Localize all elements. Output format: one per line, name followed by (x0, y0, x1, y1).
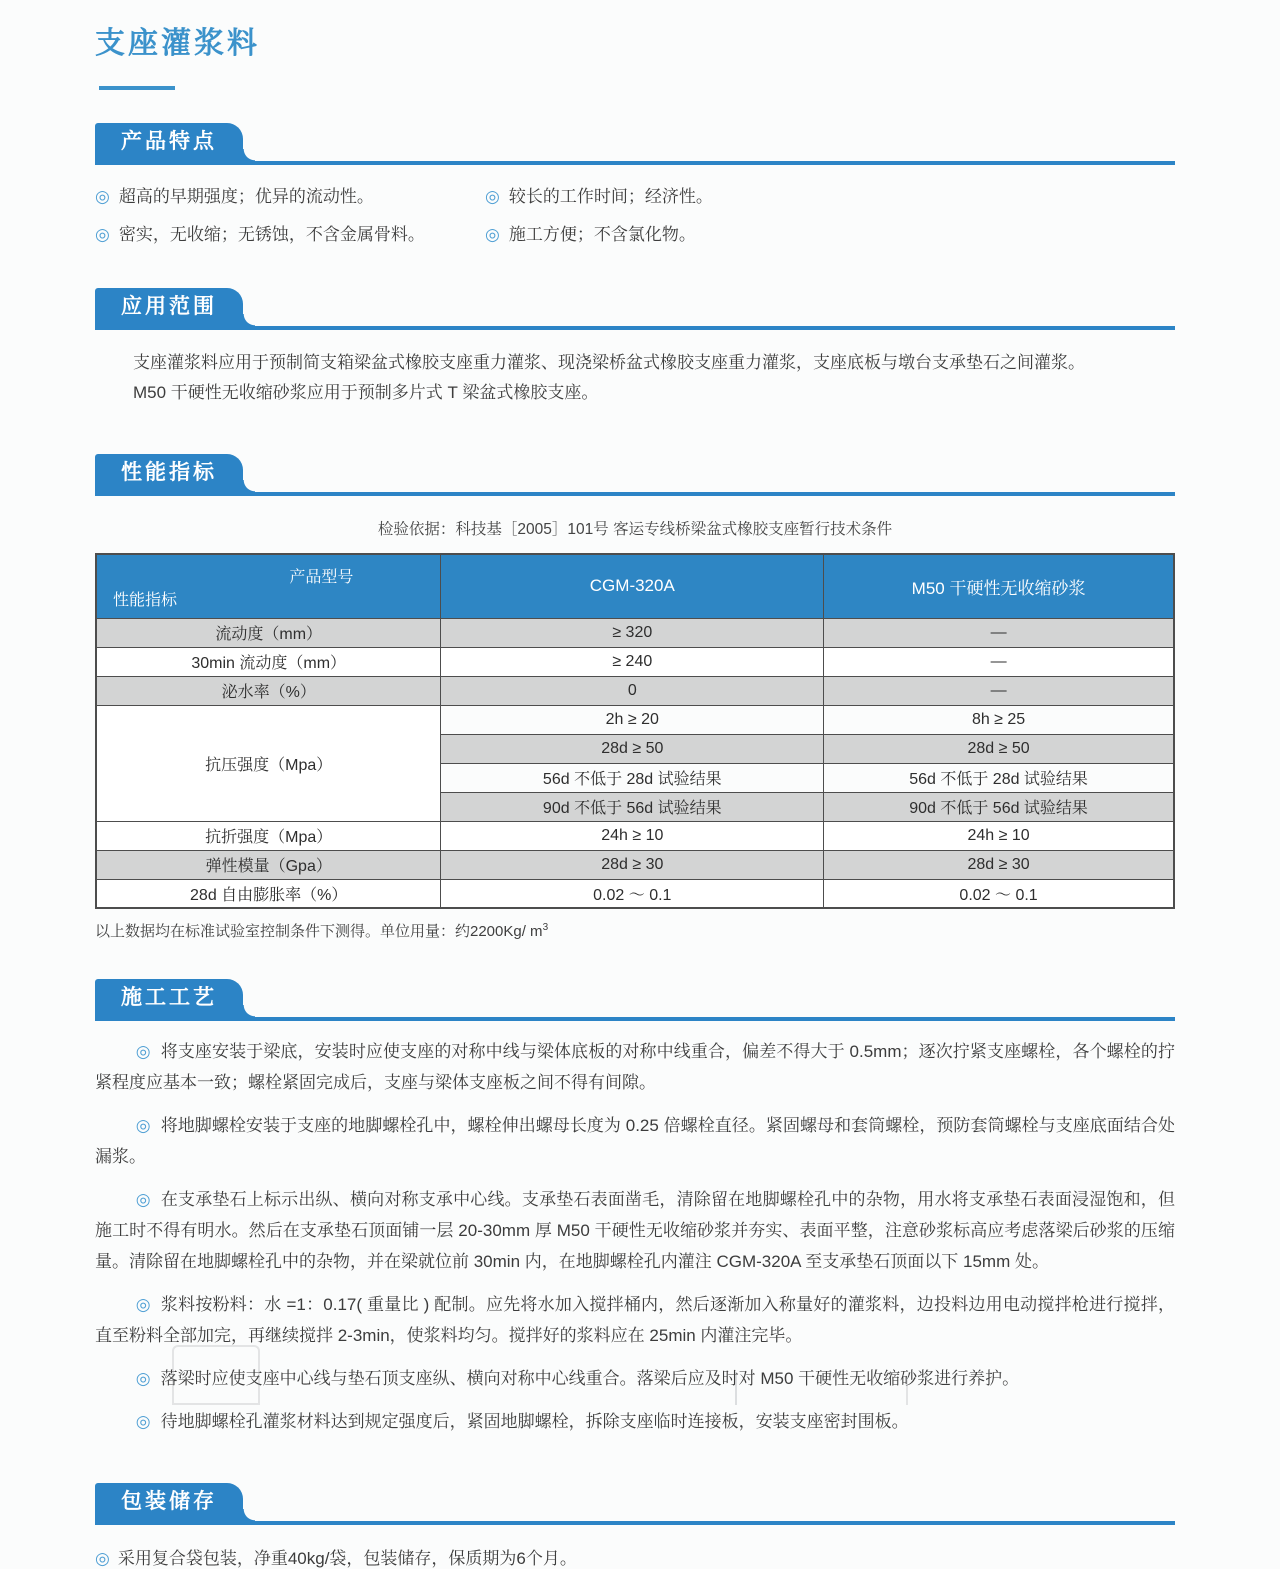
footnote-superscript: 3 (542, 922, 549, 933)
table-row (96, 821, 1174, 850)
table-row (96, 879, 1174, 908)
paragraph-text: 将地脚螺栓安装于支座的地脚螺栓孔中，螺栓伸出螺母长度为 0.25 倍螺栓直径。紧固螺母和套筒螺栓，预防套筒螺栓与支座底面结合处漏浆。 (95, 1116, 1175, 1166)
cell-value: 24h ≥ 10 (441, 821, 824, 850)
paragraph-text: 待地脚螺栓孔灌浆材料达到规定强度后，紧固地脚螺栓，拆除支座临时连接板，安装支座密封围板。 (160, 1412, 909, 1431)
section-tab-performance: 性能指标 (95, 454, 243, 492)
paragraph: M50 干硬性无收缩砂浆应用于预制多片式 T 梁盆式橡胶支座。 (133, 383, 599, 402)
section-header-packaging (95, 1483, 1175, 1525)
ghost-artifact (906, 1378, 908, 1405)
row-label: 抗折强度（Mpa） (96, 821, 441, 850)
feature-text: 密实，无收缩；无锈蚀，不含金属骨料。 (118, 225, 425, 244)
paragraph-text: 浆料按粉料：水 =1：0.17( 重量比 ) 配制。应先将水加入搅拌桶内，然后逐渐加入称量好的灌浆料，边投料边用电动搅拌枪进行搅拌，直至粉料全部加完，再继续搅拌 2-3min，使浆料均匀。搅拌好的浆料应在 25min 内灌注完毕。 (95, 1295, 1175, 1345)
row-label: 泌水率（%） (96, 676, 441, 705)
cell-value: ≥ 240 (441, 647, 824, 676)
feature-text: 超高的早期强度；优异的流动性。 (118, 187, 374, 206)
corner-label-product-model: 产品型号 (289, 569, 354, 586)
table-row (96, 850, 1174, 879)
table-footnote (95, 920, 1175, 941)
performance-table (95, 553, 1175, 909)
row-label: 30min 流动度（mm） (96, 647, 441, 676)
cell-value: 28d ≥ 50 (824, 734, 1174, 763)
cell-value: 2h ≥ 20 (441, 705, 824, 734)
cell-value: 28d ≥ 30 (824, 850, 1174, 879)
paragraph (95, 1036, 1175, 1098)
ghost-artifact (735, 1372, 737, 1405)
inspection-basis-note: 检验依据：科技基［2005］101号 客运专线桥梁盆式橡胶支座暂行技术条件 (377, 521, 893, 538)
bullseye-bullet-icon (136, 1116, 151, 1135)
paragraph (95, 1110, 1175, 1172)
list-item (485, 220, 1175, 245)
section-header-performance (95, 454, 1175, 496)
table-row (96, 618, 1174, 647)
paragraph-text: 将支座安装于梁底，安装时应使支座的对称中线与梁体底板的对称中线重合，偏差不得大于 0.5mm；逐次拧紧支座螺栓，各个螺栓的拧紧程度应基本一致；螺栓紧固完成后，支座与梁体支座板之间不得有间隙。 (95, 1042, 1175, 1092)
bullseye-bullet-icon (136, 1295, 151, 1314)
cell-value: 0.02 ～ 0.1 (824, 879, 1174, 908)
section-header-features (95, 123, 1175, 165)
cell-value: 56d 不低于 28d 试验结果 (824, 763, 1174, 792)
corner-label-performance-index: 性能指标 (113, 591, 178, 609)
column-header-cgm320a: CGM-320A (441, 554, 824, 618)
bullseye-bullet-icon (95, 225, 110, 245)
row-label: 流动度（mm） (96, 618, 441, 647)
cell-value: 24h ≥ 10 (824, 821, 1174, 850)
bullseye-bullet-icon (136, 1190, 151, 1209)
cell-value: — (824, 647, 1174, 676)
row-label: 弹性模量（Gpa） (96, 850, 441, 879)
bullseye-bullet-icon (95, 187, 110, 207)
bullseye-bullet-icon (136, 1412, 151, 1431)
table-row (96, 647, 1174, 676)
paragraph: 支座灌浆料应用于预制简支箱梁盆式橡胶支座重力灌浆、现浇梁桥盆式橡胶支座重力灌浆，支座底板与墩台支承垫石之间灌浆。 (133, 353, 1085, 372)
diagonal-corner-cell (96, 554, 441, 618)
cell-value: 90d 不低于 56d 试验结果 (441, 792, 824, 821)
row-label-compressive-strength: 抗压强度（Mpa） (96, 705, 441, 821)
section-header-construction (95, 979, 1175, 1021)
page-title: 支座灌浆料 (95, 27, 260, 60)
cell-value: 56d 不低于 28d 试验结果 (441, 763, 824, 792)
cell-value: ≥ 320 (441, 618, 824, 647)
section-tab-packaging: 包装储存 (95, 1483, 243, 1521)
title-underline (99, 86, 175, 90)
list-item (95, 220, 485, 245)
list-item (95, 182, 485, 207)
section-header-applications (95, 288, 1175, 330)
paragraph (95, 1289, 1175, 1351)
section-tab-applications: 应用范围 (95, 288, 243, 326)
packaging-text: 采用复合袋包装，净重40kg/袋，包装储存，保质期为6个月。 (117, 1549, 577, 1568)
cell-value: 8h ≥ 25 (824, 705, 1174, 734)
cell-value: 28d ≥ 30 (441, 850, 824, 879)
bullseye-bullet-icon (485, 187, 500, 207)
applications-body (95, 348, 1175, 408)
cell-value: — (824, 618, 1174, 647)
feature-text: 施工方便；不含氯化物。 (508, 225, 696, 244)
bullseye-bullet-icon (95, 1549, 110, 1569)
feature-text: 较长的工作时间；经济性。 (508, 187, 713, 206)
cell-value: 90d 不低于 56d 试验结果 (824, 792, 1174, 821)
footnote-text: 以上数据均在标准试验室控制条件下测得。单位用量：约2200Kg/ m (95, 923, 543, 940)
table-row (96, 705, 1174, 734)
paragraph-text: 在支承垫石上标示出纵、横向对称支承中心线。支承垫石表面凿毛，清除留在地脚螺栓孔中的杂物，用水将支承垫石表面浸湿饱和，但施工时不得有明水。然后在支承垫石顶面铺一层 20-30mm 厚 M50 干硬性无收缩砂浆并夯实、表面平整，注意砂浆标高应考虑落梁后砂浆的压缩量。清除留在地脚螺栓孔中的杂物，并在梁就位前 30min 内，在地脚螺栓孔内灌注 CGM-320A 至支承垫石顶面以下 15mm 处。 (95, 1190, 1175, 1271)
paragraph (95, 1184, 1175, 1277)
list-item (95, 1544, 1175, 1569)
bullseye-bullet-icon (485, 225, 500, 245)
features-list (95, 182, 1175, 245)
column-header-m50: M50 干硬性无收缩砂浆 (824, 554, 1174, 618)
paragraph (95, 1406, 1175, 1437)
section-tab-construction: 施工工艺 (95, 979, 243, 1017)
cell-value: 0 (441, 676, 824, 705)
list-item (485, 182, 1175, 207)
row-label: 28d 自由膨胀率（%） (96, 879, 441, 908)
paragraph-text: 落梁时应使支座中心线与垫石顶支座纵、横向对称中心线重合。落梁后应及时对 M50 干硬性无收缩砂浆进行养护。 (160, 1369, 1020, 1388)
cell-value: — (824, 676, 1174, 705)
ghost-artifact (172, 1345, 260, 1405)
bullseye-bullet-icon (136, 1042, 151, 1061)
bullseye-bullet-icon (136, 1369, 151, 1388)
table-header-row (96, 554, 1174, 618)
cell-value: 28d ≥ 50 (441, 734, 824, 763)
section-tab-features: 产品特点 (95, 123, 243, 161)
table-row (96, 676, 1174, 705)
cell-value: 0.02 ～ 0.1 (441, 879, 824, 908)
